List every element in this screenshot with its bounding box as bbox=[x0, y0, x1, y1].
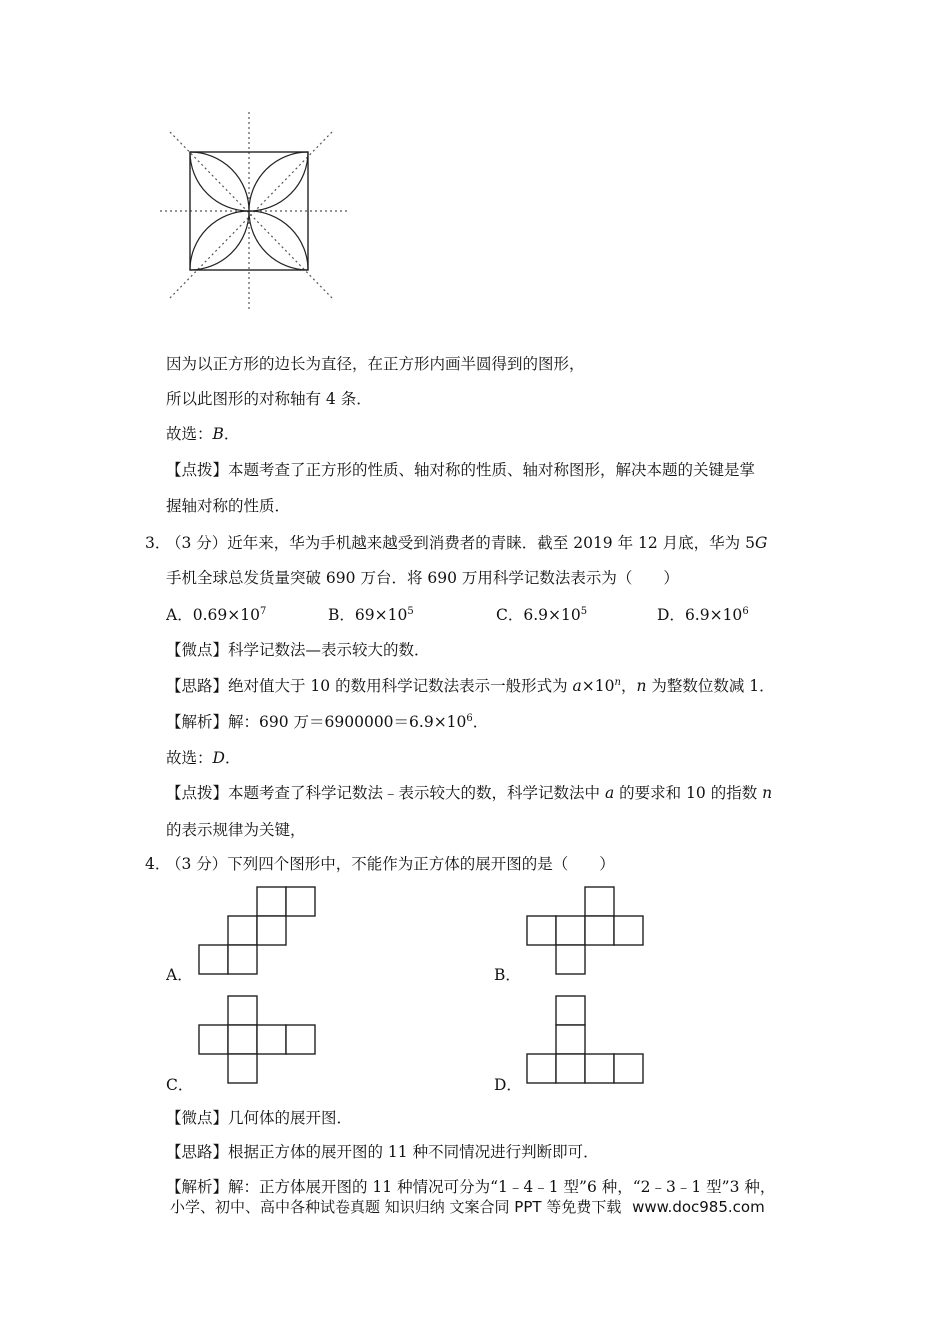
q4-solution: 【解析】解：正方体展开图的 11 种情况可分为“1﹣4﹣1 型”6 种，“2﹣3﹣1 型”3 种， bbox=[166, 1178, 776, 1196]
q3-stem-line1: （3 分）近年来，华为手机越来越受到消费者的青睐．截至 2019 年 12 月底，华为 5G bbox=[166, 534, 768, 552]
q4-option-c-label: C． bbox=[166, 1076, 194, 1094]
q4-option-d-label: D． bbox=[494, 1076, 522, 1094]
symmetry-figure bbox=[160, 112, 350, 312]
q4-stem: （3 分）下列四个图形中，不能作为正方体的展开图的是（ ） bbox=[166, 855, 615, 873]
q3-option-d: D．$6.9\times 10^6$ bbox=[657, 606, 749, 624]
q3-point: 【微点】科学记数法—表示较大的数． bbox=[166, 641, 430, 659]
q2-answer: 故选：B． bbox=[166, 425, 240, 443]
q3-tip-line1: 【点拨】本题考查了科学记数法﹣表示较大的数，科学记数法中 a 的要求和 10 的指数 n bbox=[166, 784, 773, 802]
q4-net-d bbox=[526, 995, 644, 1085]
q3-answer: 故选：D． bbox=[166, 749, 241, 767]
q4-option-a-label: A． bbox=[166, 966, 193, 984]
footer-text: 小学、初中、高中各种试卷真题 知识归纳 文案合同 PPT 等免费下载 bbox=[170, 1198, 622, 1216]
footer-banner bbox=[170, 1196, 765, 1217]
footer-url[interactable]: www.doc985.com bbox=[632, 1198, 765, 1216]
q2-tip-line2: 握轴对称的性质． bbox=[166, 497, 291, 515]
q4-number: 4． bbox=[145, 855, 171, 873]
q2-tip-line1: 【点拨】本题考查了正方形的性质、轴对称的性质、轴对称图形，解决本题的关键是掌 bbox=[166, 461, 756, 479]
q3-option-c: C．$6.9\times 10^5$ bbox=[496, 606, 588, 624]
q3-option-b: B．$69\times 10^5$ bbox=[328, 606, 414, 624]
q3-stem-line2: 手机全球总发货量突破 690 万台．将 690 万用科学记数法表示为（ ） bbox=[166, 569, 679, 587]
q3-idea: 【思路】绝对值大于 10 的数用科学记数法表示一般形式为 $a\times 10^n$，n 为整数位数减 1． bbox=[166, 677, 775, 695]
q2-explanation-line2: 所以此图形的对称轴有 4 条． bbox=[166, 390, 372, 408]
q3-solution: 【解析】解：690 万$=6900000=6.9\times 10^6$． bbox=[166, 713, 489, 731]
q4-option-b-label: B． bbox=[494, 966, 521, 984]
q4-net-b bbox=[526, 886, 644, 976]
q3-number: 3． bbox=[145, 534, 171, 552]
q2-explanation-line1: 因为以正方形的边长为直径，在正方形内画半圆得到的图形， bbox=[166, 355, 585, 373]
q4-idea: 【思路】根据正方体的展开图的 11 种不同情况进行判断即可． bbox=[166, 1143, 599, 1161]
q3-option-a: A．$0.69\times 10^7$ bbox=[166, 606, 267, 624]
q4-net-a bbox=[198, 886, 316, 976]
q4-net-c bbox=[198, 995, 316, 1085]
q3-tip-line2: 的表示规律为关键， bbox=[166, 821, 306, 839]
q4-point: 【微点】几何体的展开图． bbox=[166, 1109, 353, 1127]
